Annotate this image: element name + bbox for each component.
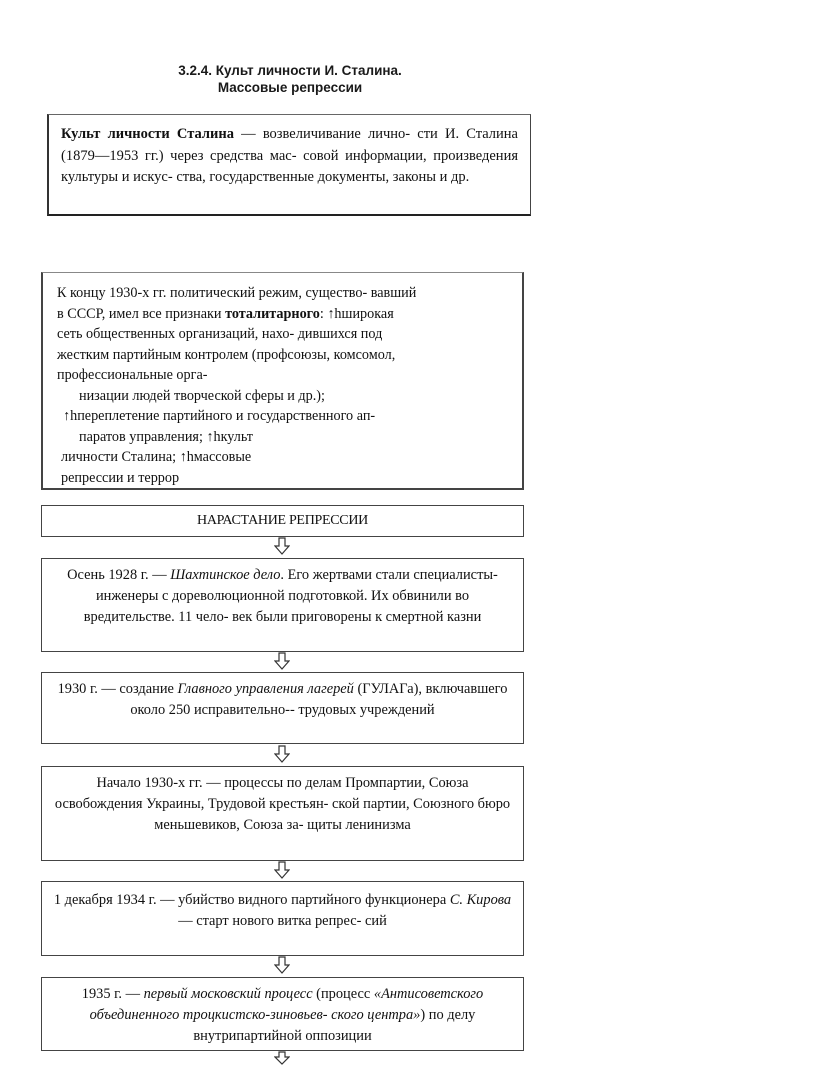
- event-shakhty: [41, 558, 524, 652]
- section-title: [150, 62, 430, 96]
- definition-text: [61, 124, 518, 189]
- tot-line-5: профессиональные орга-: [57, 367, 208, 383]
- event-shakhty-pre: Осень 1928 г. —: [67, 567, 171, 583]
- tot-line-2-pre: в СССР, имел все признаки: [57, 305, 226, 322]
- event-gulag-em: Главного управления лагерей: [177, 681, 354, 697]
- event-gulag-pre: 1930 г. — создание: [57, 681, 178, 697]
- tot-line-4: жестким партийным контролем (профсоюзы, комсомол,: [57, 346, 396, 363]
- tot-line-2: [57, 304, 512, 325]
- down-arrow-icon: [274, 956, 290, 974]
- down-arrow-icon: [274, 537, 290, 555]
- event-shakhty-post: . Его жертвами стали специалисты-инженеры с дореволюционной подготовкой. Их обвинили во вредительстве. 11 чело- век были приговорены к смертной казни: [83, 567, 498, 625]
- event-moscow-post: ) по делу внутрипартийной оппозиции: [193, 1007, 476, 1044]
- tot-line-2-post: : ↑hширокая: [319, 305, 394, 322]
- tot-line-6: низации людей творческой сферы и др.);: [79, 387, 325, 404]
- event-trials: Начало 1930-х гг. — процессы по делам Промпартии, Союза освобождения Украины, Трудовой крестьян- ской партии, Союзного бюро меньшевиков, Союза за- щиты ленинизма: [41, 766, 524, 861]
- event-gulag: [41, 672, 524, 744]
- repression-header: НАРАСТАНИЕ РЕПРЕССИИ: [41, 505, 524, 537]
- down-arrow-icon: [274, 1051, 290, 1065]
- section-title-line1: 3.2.4. Культ личности И. Сталина.: [178, 63, 402, 78]
- event-gulag-post: (ГУЛАГа), включавшего около 250 исправительно-- трудовых учреждений: [130, 681, 508, 718]
- down-arrow-icon: [274, 861, 290, 879]
- tot-line-8: паратов управления; ↑hкульт: [79, 428, 253, 445]
- tot-line-2-bold: тоталитарного: [225, 305, 320, 322]
- event-moscow-mid: (процесс: [312, 986, 374, 1002]
- down-arrow-icon: [274, 745, 290, 763]
- event-moscow-em2: «Антисоветского объединенного троцкистско-зиновьев- ского центра»: [89, 986, 484, 1023]
- event-moscow-trial: [41, 977, 524, 1051]
- totalitarian-box: [41, 272, 524, 490]
- event-moscow-em1: первый московский процесс: [143, 986, 313, 1002]
- tot-line-10: репрессии и террор: [61, 469, 180, 486]
- section-title-line2: Массовые репрессии: [217, 80, 363, 95]
- event-kirov: [41, 881, 524, 956]
- event-moscow-pre: 1935 г. —: [81, 986, 144, 1002]
- tot-line-1: К концу 1930-х гг. политический режим, существо- вавший: [57, 285, 417, 301]
- tot-line-9: личности Сталина; ↑hмассовые: [61, 449, 252, 465]
- event-kirov-pre: 1 декабря 1934 г. — убийство видного партийного функционера: [53, 892, 450, 908]
- down-arrow-icon: [274, 652, 290, 670]
- definition-term: Культ личности Сталина: [61, 126, 234, 142]
- definition-box: [47, 114, 531, 216]
- definition-body: — возвеличивание лично- сти И. Сталина (1879—1953 гг.) через средства мас- совой информации, произведения культуры и искус- ства, государственные документы, законы и др.: [61, 126, 518, 185]
- event-shakhty-em: Шахтинское дело: [170, 567, 281, 583]
- event-kirov-post: — старт нового витка репрес- сий: [178, 913, 387, 929]
- tot-line-7: ↑hпереплетение партийного и государственного ап-: [63, 408, 376, 424]
- tot-line-3: сеть общественных организаций, нахо- дившихся под: [57, 326, 383, 342]
- event-kirov-em: С. Кирова: [449, 892, 512, 908]
